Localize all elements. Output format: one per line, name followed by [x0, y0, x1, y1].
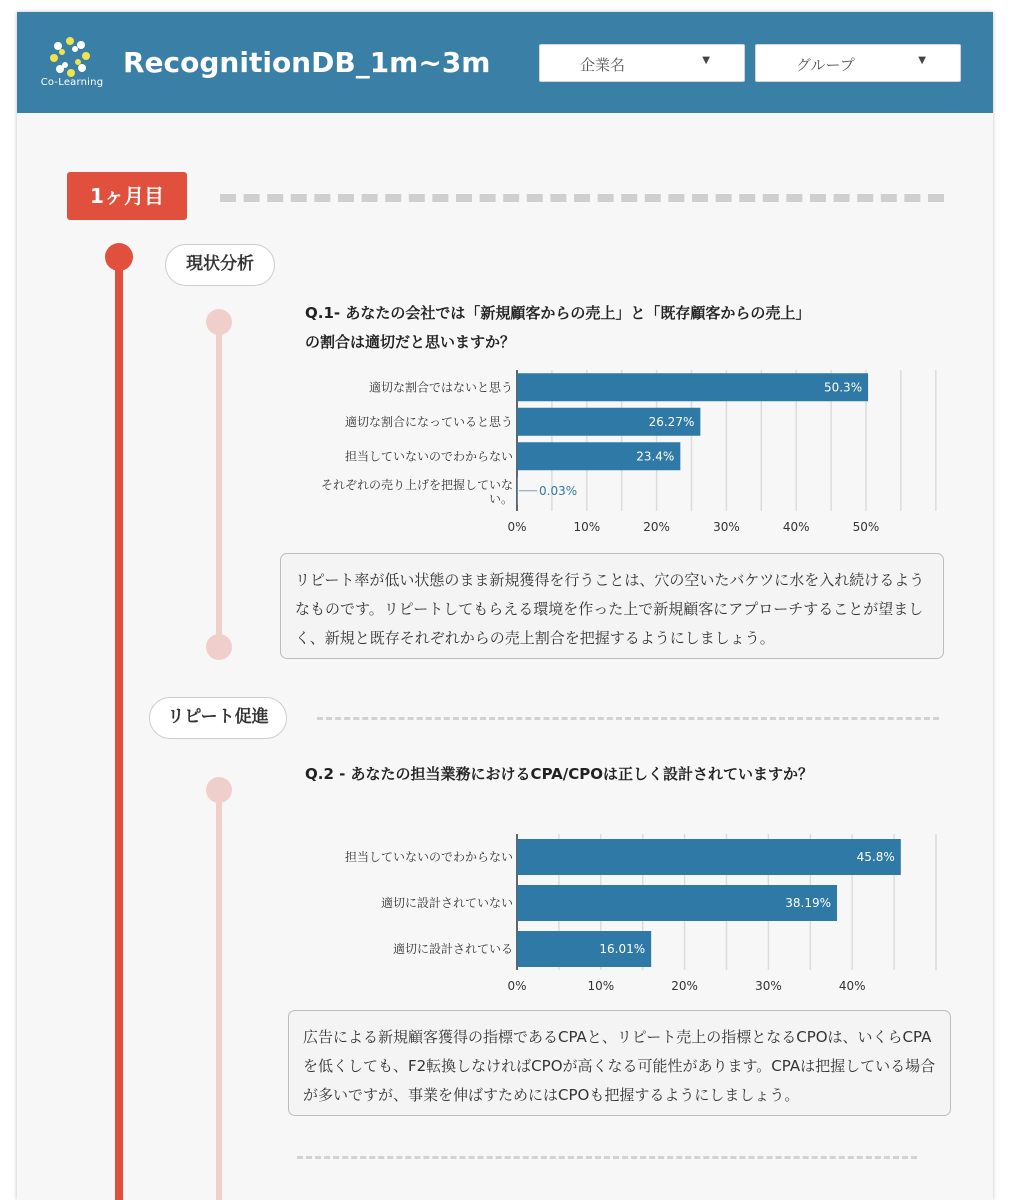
x-tick-label: 40% — [782, 520, 810, 534]
question-2-comment: 広告による新規顧客獲得の指標であるCPAと、リピート売上の指標となるCPOは、いくらCPAを低くしても、F2転換しなければCPOが高くなる可能性があります。CPAは把握している場合が多いですが、事業を伸ばすためにはCPOも把握するようにしましょう。 — [288, 1010, 951, 1116]
logo-text: Co-Learning — [40, 77, 104, 88]
category-label-line: い。 — [488, 491, 513, 506]
x-tick-label: 50% — [852, 520, 880, 534]
section-label-current-analysis: 現状分析 — [165, 244, 275, 286]
x-tick-label: 30% — [755, 979, 782, 993]
question-1-comment: リピート率が低い状態のまま新規獲得を行うことは、穴の空いたバケツに水を入れ続けるようなものです。リピートしてもらえる環境を作った上で新規顧客にアプローチすることが望ましく、新規と既存それぞれからの売上割合を把握するようにしましょう。 — [280, 553, 944, 659]
question-2-text: Q.2 - あなたの担当業務におけるCPA/CPOは正しく設計されていますか？ — [305, 765, 814, 783]
x-tick-label: 0% — [507, 520, 527, 534]
x-tick-label: 40% — [838, 979, 866, 993]
x-tick-label: 20% — [643, 520, 670, 534]
chevron-down-icon: ▼ — [702, 55, 710, 66]
app-title: RecognitionDB_1m~3m — [123, 46, 491, 79]
category-label: 適切に設計されている — [392, 942, 513, 956]
company-dropdown-label: 企業名 — [580, 56, 626, 74]
data-label: 38.19% — [785, 896, 832, 910]
category-label-line: それぞれの売り上げを把握していな — [320, 477, 513, 492]
section-label-repeat-promotion: リピート促進 — [149, 697, 287, 739]
data-label: 0.03% — [539, 483, 578, 498]
app-frame — [17, 12, 993, 1200]
month-badge: 1ヶ月目 — [67, 172, 187, 220]
data-label: 26.27% — [648, 414, 695, 429]
data-label: 45.8% — [856, 850, 895, 864]
category-label: 適切な割合になっていると思う — [344, 414, 513, 429]
category-label: 担当していないのでわからない — [344, 850, 513, 864]
data-label: 50.3% — [823, 380, 863, 395]
question-1-text: Q.1- あなたの会社では「新規顧客からの売上」と「既存顧客からの売上」の割合は適切だと思いますか？ — [305, 304, 811, 351]
x-tick-label: 20% — [671, 979, 698, 993]
bar — [517, 839, 901, 875]
chevron-down-icon: ▼ — [918, 55, 926, 66]
x-tick-label: 10% — [587, 979, 615, 993]
category-label: 適切な割合ではないと思う — [368, 380, 513, 395]
x-tick-label: 30% — [713, 520, 740, 534]
category-label: 担当していないのでわからない — [344, 449, 513, 464]
section-divider — [297, 1156, 917, 1159]
x-tick-label: 0% — [507, 979, 527, 993]
data-label: 23.4% — [636, 449, 675, 464]
data-label: 16.01% — [599, 942, 646, 956]
x-tick-label: 10% — [573, 520, 601, 534]
group-dropdown-label: グループ — [796, 56, 855, 74]
category-label: 適切に設計されていない — [380, 896, 513, 910]
